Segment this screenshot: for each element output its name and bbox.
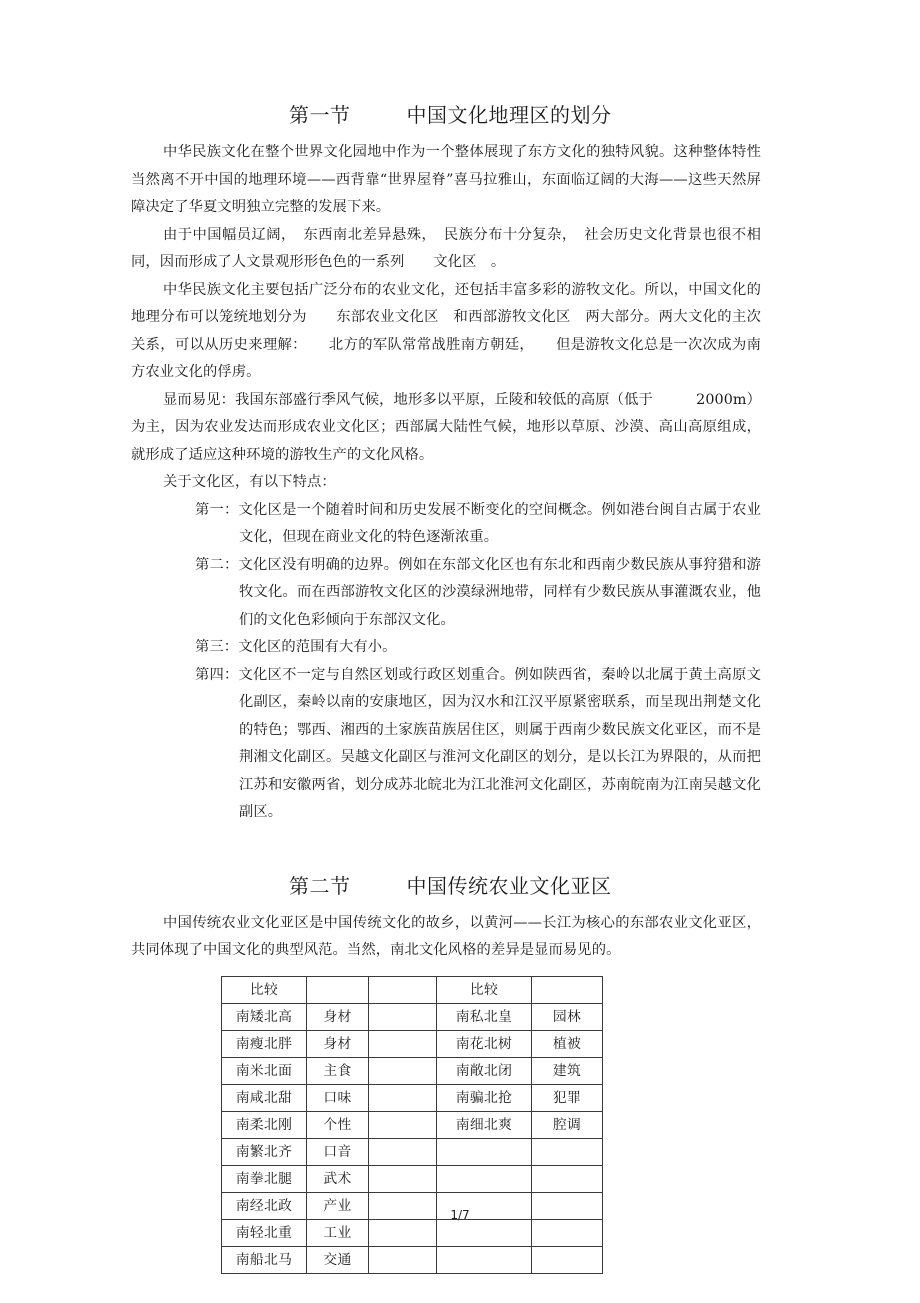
list-item: 第四：文化区不一定与自然区划或行政区划重合。例如陕西省，秦岭以北属于黄土高原文化副区，秦岭以南的安康地区，因为汉水和江汉平原紧密联系，而呈现出荆楚文化的特色；鄂西、湘西的土家族苗族居住区，则属于西南少数民族文化亚区，而不是荆湘文化副区。吴越文化副区与淮河文化副区的划分，是以长江为界限的，从而把江苏和安徽两省，划分成苏北皖北为江北淮河文化副区，苏南皖南为江南吴越文化副区。 xyxy=(195,666,761,820)
table-cell xyxy=(532,1165,603,1192)
list-item: 第三：文化区的范围有大有小。 xyxy=(195,639,397,655)
table-cell: 身材 xyxy=(307,1030,369,1057)
table-cell: 口味 xyxy=(307,1084,369,1111)
north-south-compare-table xyxy=(221,976,603,1274)
table-cell xyxy=(437,1246,532,1273)
table-cell: 个性 xyxy=(307,1111,369,1138)
compare-table-body xyxy=(222,976,603,1273)
section-2-heading-title: 中国传统农业文化亚区 xyxy=(406,873,612,898)
section-1-paragraph-1: 中华民族文化在整个世界文化园地中作为一个整体展现了东方文化的独特风貌。这种整体特性当然离不开中国的地理环境——西背靠“世界屋脊”喜马拉雅山，东面临辽阔的大海——这些天然屏障决定了华夏文明独立完整的发展下来。 xyxy=(131,144,761,215)
section-2-paragraph-1: 中国传统农业文化亚区是中国传统文化的故乡，以黄河——长江为核心的东部农业文化亚区，共同体现了中国文化的典型风范。当然，南北文化风格的差异是显而易见的。 xyxy=(131,914,761,958)
table-cell: 口音 xyxy=(307,1138,369,1165)
section-1-paragraph-2: 由于中国幅员辽阔， 东西南北差异悬殊， 民族分布十分复杂， 社会历史文化背景也很不相同，因而形成了人文景观形形色色的一系列 文化区 。 xyxy=(131,226,761,270)
section-1-heading-title: 中国文化地理区的划分 xyxy=(406,103,612,127)
table-cell: 南花北树 xyxy=(437,1030,532,1057)
table-cell: 交通 xyxy=(307,1246,369,1273)
table-cell xyxy=(532,1219,603,1246)
table-row xyxy=(222,1057,603,1084)
table-cell xyxy=(369,1138,437,1165)
table-cell: 南矮北高 xyxy=(222,1003,307,1030)
section-1-paragraph-3: 中华民族文化主要包括广泛分布的农业文化，还包括丰富多彩的游牧文化。所以，中国文化的地理分布可以笼统地划分为 东部农业文化区 和西部游牧文化区 两大部分。两大文化的主次关系，可以从历史来理解： 北方的军队常常战胜南方朝廷， 但是游牧文化总是一次次成为南方农业文化的俘虏。 xyxy=(131,281,761,380)
table-cell xyxy=(437,1165,532,1192)
table-row xyxy=(222,1219,603,1246)
table-cell xyxy=(369,1030,437,1057)
table-cell: 武术 xyxy=(307,1165,369,1192)
table-row xyxy=(222,1111,603,1138)
table-cell: 比较 xyxy=(222,976,307,1003)
table-cell xyxy=(532,1138,603,1165)
list-item: 第二：文化区没有明确的边界。例如在东部文化区也有东北和西南少数民族从事狩猎和游牧文化。而在西部游牧文化区的沙漠绿洲地带，同样有少数民族从事灌溉农业，他们的文化色彩倾向于东部汉文化。 xyxy=(195,556,761,628)
table-cell: 产业 xyxy=(307,1192,369,1219)
section-2-heading xyxy=(131,871,761,901)
section-1-heading-number: 第一节 xyxy=(289,103,351,127)
table-cell: 植被 xyxy=(532,1030,603,1057)
table-cell: 腔调 xyxy=(532,1111,603,1138)
section-1-paragraph-5: 关于文化区，有以下特点： xyxy=(163,474,336,490)
table-row xyxy=(222,976,603,1003)
table-cell: 园林 xyxy=(532,1003,603,1030)
table-cell: 比较 xyxy=(437,976,532,1003)
table-cell xyxy=(369,1003,437,1030)
table-row xyxy=(222,1138,603,1165)
table-cell: 主食 xyxy=(307,1057,369,1084)
table-row xyxy=(222,1165,603,1192)
table-cell xyxy=(532,1246,603,1273)
table-cell xyxy=(369,1246,437,1273)
table-cell xyxy=(369,1219,437,1246)
table-cell: 犯罪 xyxy=(532,1084,603,1111)
table-cell: 南经北政 xyxy=(222,1192,307,1219)
culture-region-features-list xyxy=(131,497,761,827)
table-cell xyxy=(369,976,437,1003)
table-row xyxy=(222,1030,603,1057)
table-cell: 建筑 xyxy=(532,1057,603,1084)
table-cell xyxy=(369,1057,437,1084)
section-spacer xyxy=(131,827,761,871)
table-cell xyxy=(369,1111,437,1138)
section-1-paragraph-4: 显而易见：我国东部盛行季风气候，地形多以平原，丘陵和较低的高原（低于 2000m）为主，因为农业发达而形成农业文化区；西部属大陆性气候，地形以草原、沙漠、高山高原组成，就形成了适应这种环境的游牧生产的文化风格。 xyxy=(131,391,761,463)
table-row xyxy=(222,1246,603,1273)
table-cell: 南繁北齐 xyxy=(222,1138,307,1165)
table-cell: 南骗北抢 xyxy=(437,1084,532,1111)
table-cell: 南敞北闭 xyxy=(437,1057,532,1084)
table-cell xyxy=(307,976,369,1003)
table-cell: 南私北皇 xyxy=(437,1003,532,1030)
table-cell: 南船北马 xyxy=(222,1246,307,1273)
page-number-footer: 1/7 xyxy=(450,1208,470,1222)
table-cell xyxy=(532,976,603,1003)
table-cell: 工业 xyxy=(307,1219,369,1246)
table-cell xyxy=(437,1219,532,1246)
table-cell: 南米北面 xyxy=(222,1057,307,1084)
table-row xyxy=(222,1003,603,1030)
section-1-heading xyxy=(131,100,761,130)
document-content xyxy=(131,100,761,1274)
table-cell: 南瘦北胖 xyxy=(222,1030,307,1057)
compare-table-wrapper xyxy=(221,976,761,1274)
table-cell xyxy=(437,1138,532,1165)
table-cell: 身材 xyxy=(307,1003,369,1030)
table-row xyxy=(222,1084,603,1111)
table-cell: 南柔北刚 xyxy=(222,1111,307,1138)
table-cell: 南细北爽 xyxy=(437,1111,532,1138)
list-item: 第一：文化区是一个随着时间和历史发展不断变化的空间概念。例如港台闽自古属于农业文化，但现在商业文化的特色逐渐浓重。 xyxy=(195,501,761,545)
table-cell xyxy=(369,1165,437,1192)
table-cell: 南咸北甜 xyxy=(222,1084,307,1111)
section-2-heading-number: 第二节 xyxy=(289,873,351,898)
table-cell: 南轻北重 xyxy=(222,1219,307,1246)
table-cell: 南拳北腿 xyxy=(222,1165,307,1192)
table-cell xyxy=(369,1084,437,1111)
